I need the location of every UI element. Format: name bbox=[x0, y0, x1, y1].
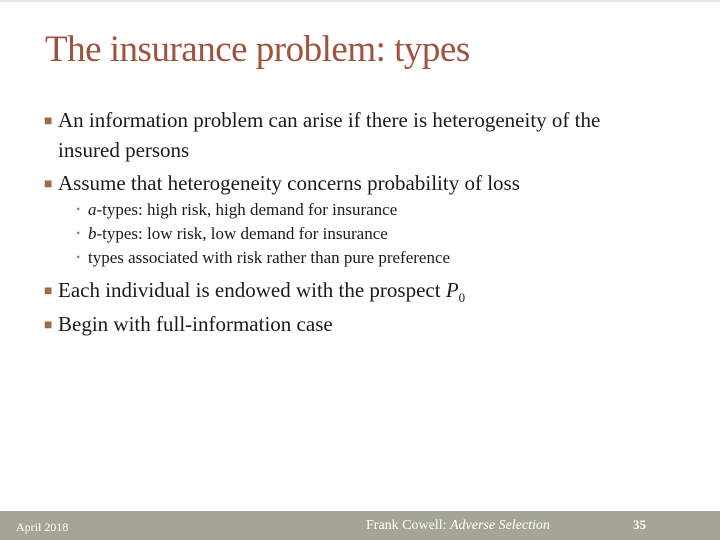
bullet-item-2 bbox=[44, 169, 520, 199]
footer-date: April 2018 bbox=[16, 520, 69, 534]
subbullet-item-3 bbox=[76, 245, 450, 270]
dot-bullet-icon: • bbox=[76, 226, 81, 240]
footer-topic: Adverse Selection bbox=[450, 518, 550, 533]
dot-bullet-icon: • bbox=[76, 202, 81, 216]
footer-author: Frank Cowell: bbox=[366, 518, 450, 533]
bullet-text: Each individual is endowed with the prospect bbox=[58, 278, 446, 302]
bullet-text: Begin with full-information case bbox=[58, 312, 333, 336]
prospect-variable: P bbox=[445, 278, 459, 302]
subbullet-text: -types: high risk, high demand for insurance bbox=[96, 200, 398, 219]
bullet-text: An information problem can arise if there is heterogeneity of the bbox=[58, 108, 601, 132]
bullet-item-3 bbox=[44, 276, 465, 312]
footer-title bbox=[366, 518, 550, 534]
type-variable: b bbox=[88, 224, 97, 243]
subbullet-item-2 bbox=[76, 221, 388, 246]
page-number: 35 bbox=[633, 517, 646, 532]
bullet-item-4 bbox=[44, 310, 333, 340]
slide-title: The insurance problem: types bbox=[45, 29, 470, 70]
subbullet-text: types associated with risk rather than pure preference bbox=[88, 248, 451, 267]
top-border bbox=[0, 0, 720, 2]
bullet-text: Assume that heterogeneity concerns probability of loss bbox=[58, 171, 520, 195]
bullet-item-1 bbox=[44, 106, 600, 164]
dot-bullet-icon: • bbox=[76, 250, 81, 264]
square-bullet-icon: ■ bbox=[44, 284, 53, 299]
square-bullet-icon: ■ bbox=[44, 114, 53, 129]
subbullet-text: -types: low risk, low demand for insurance bbox=[96, 224, 388, 243]
square-bullet-icon: ■ bbox=[44, 177, 53, 192]
type-variable: a bbox=[88, 200, 97, 219]
bullet-text-continuation: insured persons bbox=[58, 138, 190, 162]
square-bullet-icon: ■ bbox=[44, 318, 53, 333]
subbullet-item-1 bbox=[76, 197, 397, 222]
footer-bar bbox=[0, 511, 720, 540]
prospect-subscript: 0 bbox=[458, 290, 466, 306]
